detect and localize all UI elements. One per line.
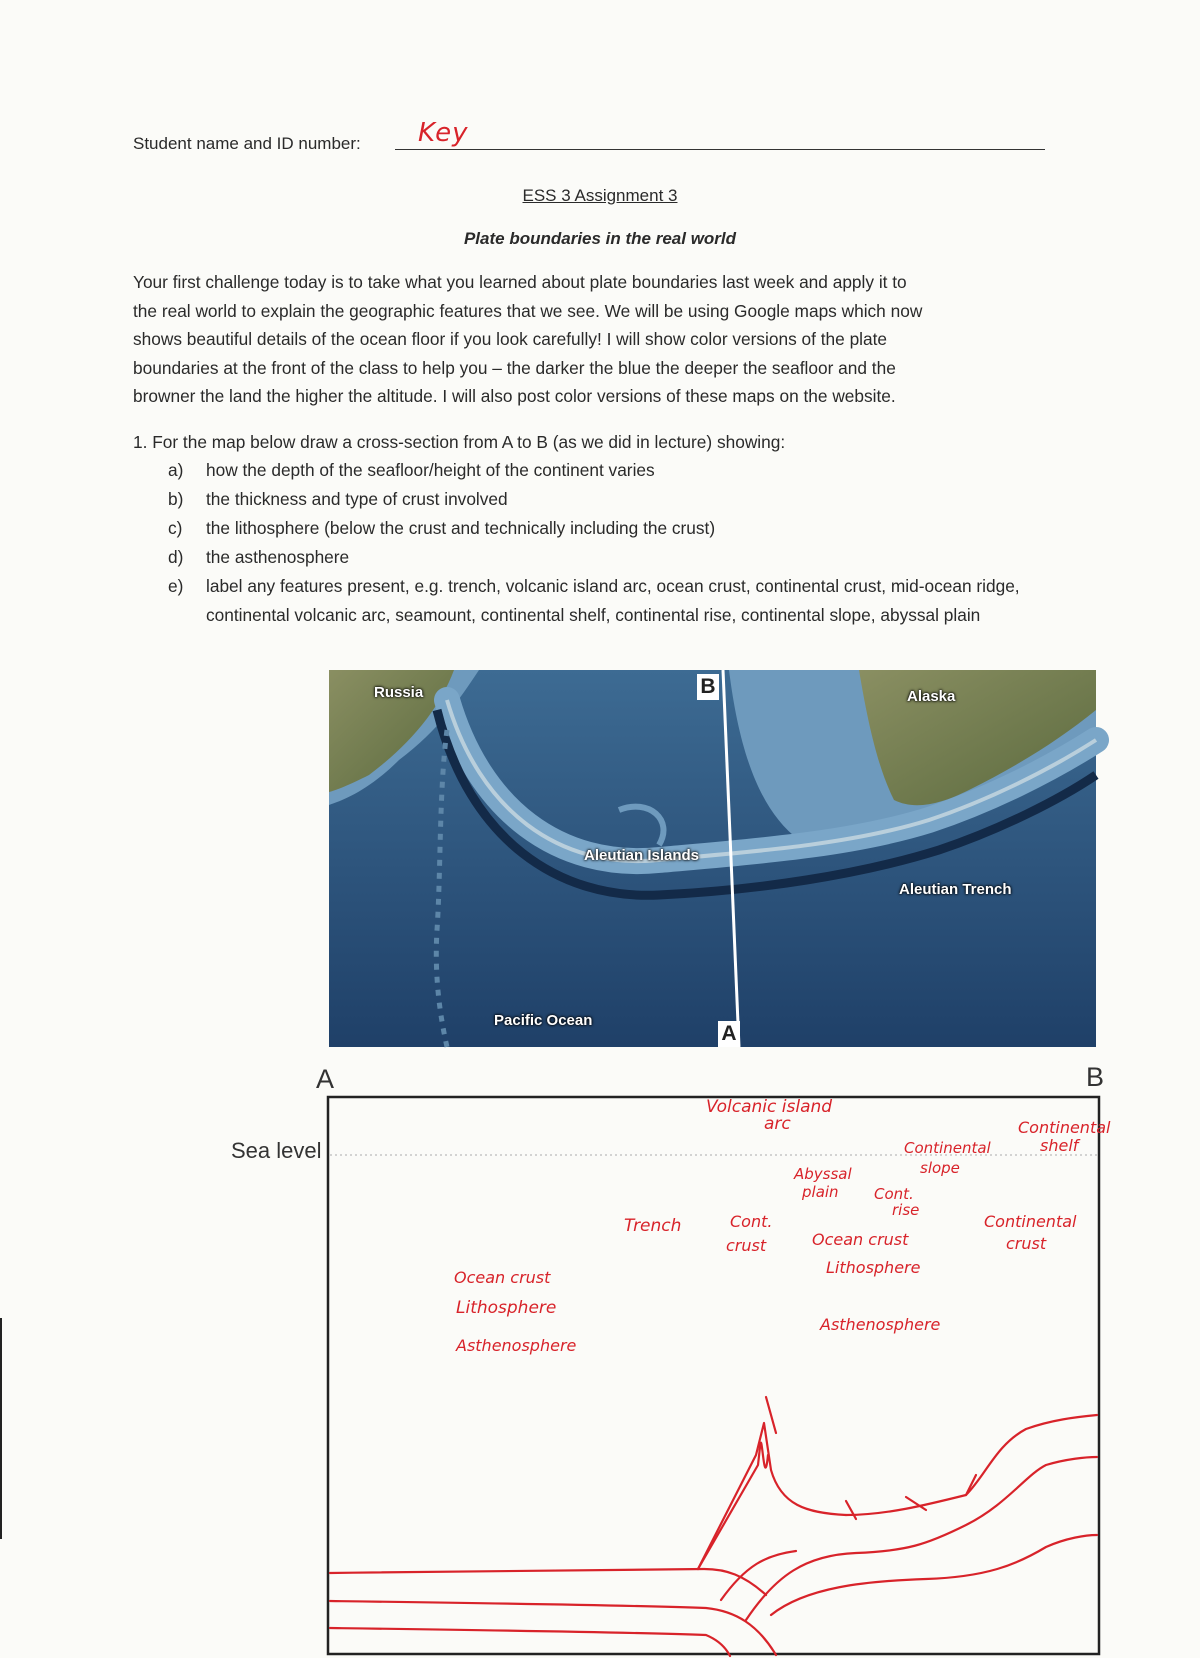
list-item xyxy=(168,456,1058,485)
cross-section-diagram xyxy=(326,1095,1111,1658)
aleutian-trench-label: Aleutian Trench xyxy=(899,881,1012,898)
name-underline xyxy=(395,149,1045,150)
student-name-value: Key xyxy=(418,118,469,148)
item-text: the thickness and type of crust involved xyxy=(206,489,508,509)
item-text: the asthenosphere xyxy=(206,547,350,567)
annotation-plain: plain xyxy=(802,1183,839,1201)
annotation-asthenosphere-right: Asthenosphere xyxy=(820,1315,941,1334)
annotation-abyssal: Abyssal xyxy=(794,1165,852,1183)
plain-pointer xyxy=(846,1501,856,1519)
intro-line: shows beautiful details of the ocean floor if you look carefully! I will show color versions of the plate xyxy=(133,329,888,350)
student-name-row xyxy=(133,118,1045,158)
alaska-label: Alaska xyxy=(907,688,956,705)
list-item xyxy=(168,572,1058,630)
arc-pointer xyxy=(766,1397,776,1433)
map-image xyxy=(329,670,1096,1047)
intro-line: Your first challenge today is to take what you learned about plate boundaries last week and apply it to xyxy=(133,272,907,292)
right-lithosphere-line xyxy=(746,1457,1097,1620)
assignment-subtitle: Plate boundaries in the real world xyxy=(463,229,737,248)
annotation-continental-shelf-1: Continental xyxy=(1018,1118,1111,1137)
item-text: the lithosphere (below the crust and technically including the crust) xyxy=(206,518,716,538)
handwritten-annotations xyxy=(454,1097,1111,1355)
annotation-cont-crust-1: Cont. xyxy=(730,1212,773,1231)
intro-line: browner the land the higher the altitude. I will also post color versions of these maps on the website. xyxy=(133,386,896,407)
cross-section-b: B xyxy=(1086,1062,1105,1092)
item-text: label any features present, e.g. trench, volcanic island arc, ocean crust, continental crust, mid-ocean ridge, continental volcanic arc, seamount, continental shelf, continental rise, continental slope, abyssal plain xyxy=(206,576,1020,625)
annotation-cont-rise-1: Cont. xyxy=(874,1185,914,1203)
annotation-lithosphere-right: Lithosphere xyxy=(826,1258,921,1277)
annotation-continental-slope-2: slope xyxy=(920,1159,960,1177)
right-asthenosphere-line xyxy=(771,1535,1097,1615)
list-item xyxy=(168,485,1058,514)
item-label: a) xyxy=(168,460,184,480)
intro-line: boundaries at the front of the class to help you – the darker the blue the deeper the seafloor and the xyxy=(133,357,896,378)
list-item xyxy=(168,514,1058,543)
left-ocean-crust-line xyxy=(330,1569,766,1595)
annotation-volcanic-island: Volcanic island xyxy=(706,1097,833,1117)
cross-section-a: A xyxy=(316,1064,335,1094)
annotation-lithosphere-left: Lithosphere xyxy=(456,1298,557,1318)
russia-label: Russia xyxy=(374,684,424,701)
item-text: how the depth of the seafloor/height of the continent varies xyxy=(206,460,655,480)
item-label: c) xyxy=(168,518,183,538)
question-1: 1. For the map below draw a cross-section from A to B (as we did in lecture) showing: xyxy=(133,432,786,452)
annotation-continental-crust-1: Continental xyxy=(984,1212,1077,1231)
list-item xyxy=(168,543,1058,572)
item-label: d) xyxy=(168,547,184,567)
annotation-trench: Trench xyxy=(624,1216,682,1236)
aleutian-islands-label: Aleutian Islands xyxy=(584,847,700,864)
aleutian-map xyxy=(329,670,1096,1047)
annotation-continental-slope-1: Continental xyxy=(904,1139,991,1157)
item-label: b) xyxy=(168,489,184,509)
intro-line: the real world to explain the geographic features that we see. We will be using Google maps which now xyxy=(133,300,923,321)
volcanic-arc-outline xyxy=(698,1423,846,1569)
sea-level-label: Sea level xyxy=(231,1138,322,1163)
map-point-b: B xyxy=(697,674,719,700)
map-point-a: A xyxy=(718,1021,740,1047)
pacific-ocean-label: Pacific Ocean xyxy=(494,1012,593,1029)
intro-paragraph xyxy=(133,268,1053,411)
annotation-continental-shelf-2: shelf xyxy=(1040,1136,1079,1155)
annotation-cont-crust-2: crust xyxy=(726,1236,767,1255)
annotation-continental-crust-2: crust xyxy=(1006,1234,1047,1253)
annotation-cont-rise-2: rise xyxy=(892,1201,920,1219)
scan-edge-line xyxy=(0,1318,2,1539)
question-items xyxy=(168,456,1058,630)
annotation-ocean-crust-right: Ocean crust xyxy=(812,1230,909,1249)
student-name-label: Student name and ID number: xyxy=(133,134,361,153)
annotation-ocean-crust-left: Ocean crust xyxy=(454,1268,551,1287)
item-label: e) xyxy=(168,576,184,596)
annotation-lines xyxy=(330,1397,1097,1656)
assignment-title: ESS 3 Assignment 3 xyxy=(522,186,678,205)
continental-profile xyxy=(846,1415,1097,1515)
annotation-arc: arc xyxy=(764,1114,791,1134)
annotation-asthenosphere-left: Asthenosphere xyxy=(456,1336,577,1355)
left-asthenosphere-line xyxy=(330,1628,730,1656)
